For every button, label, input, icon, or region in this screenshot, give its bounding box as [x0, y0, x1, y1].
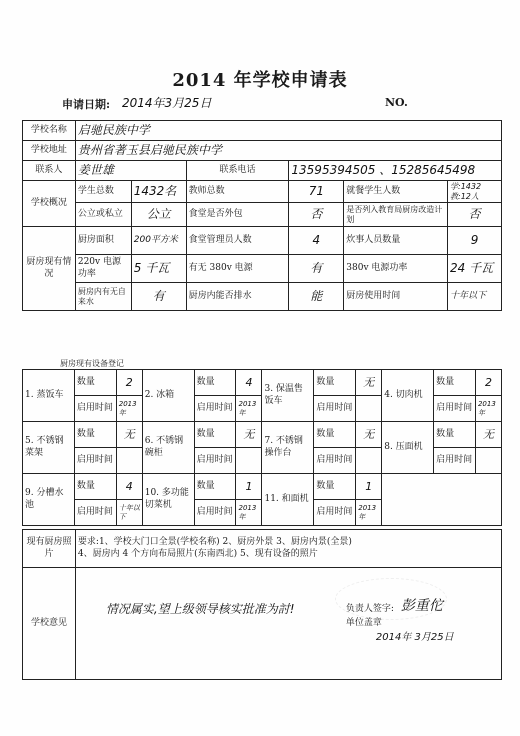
equipment-name: 11. 和面机	[262, 474, 314, 526]
qty-label: 数量	[434, 422, 476, 448]
qty-label: 数量	[74, 370, 116, 396]
overview-section-label: 学校概况	[23, 181, 76, 227]
equipment-name: 1. 蒸饭车	[23, 370, 75, 422]
qty-label: 数量	[74, 474, 116, 500]
school-address-label: 学校地址	[23, 141, 76, 161]
school-address-value: 贵州省著玉县启驰民族中学	[75, 141, 501, 161]
phone-label: 联系电话	[186, 161, 289, 181]
start-time-label: 启用时间	[74, 500, 116, 526]
qty-value: 2	[475, 370, 501, 396]
start-time-value	[475, 448, 501, 474]
usetime-label: 厨房使用时间	[344, 283, 448, 311]
photos-line-2: 4、厨房内 4 个方向布局照片(东南西北) 5、现有设备的照片	[77, 548, 318, 559]
kitchen-section-label: 厨房现有情况	[23, 227, 76, 311]
start-time-value: 2013年	[356, 500, 382, 526]
plan-label: 是否列入教育局厨房改造计划	[344, 203, 448, 227]
cooks-value: 9	[448, 227, 502, 255]
start-time-label: 启用时间	[434, 396, 476, 422]
equipment-name: 9. 分槽水池	[23, 474, 75, 526]
dining-value: 学:1432 教:12人	[448, 181, 502, 203]
equipment-name: 2. 冰箱	[142, 370, 194, 422]
equipment-table	[22, 369, 502, 526]
teachers-label: 教师总数	[186, 181, 289, 203]
has380-value: 有	[289, 255, 344, 283]
equipment-name: 10. 多功能切菜机	[142, 474, 194, 526]
water-value: 有	[131, 283, 186, 311]
qty-value: 4	[116, 474, 142, 500]
start-time-value: 2013年	[475, 396, 501, 422]
qty-label: 数量	[194, 370, 236, 396]
area-value: 200平方米	[131, 227, 186, 255]
equipment-name: 5. 不锈钢菜架	[23, 422, 75, 474]
power220-value: 5 千瓦	[131, 255, 186, 283]
seal-label: 单位盖章	[345, 618, 382, 628]
form-title: 2014 年学校申请表	[172, 70, 348, 91]
photos-label: 现有厨房照片	[23, 530, 76, 568]
date-value: 2014年3月25日	[122, 96, 212, 110]
qty-value: 1	[356, 474, 382, 500]
equipment-section-title: 厨房现有设备登记	[60, 359, 124, 368]
start-time-value: 十年以下	[116, 500, 142, 526]
start-time-value	[116, 448, 142, 474]
start-time-value: 2013年	[236, 500, 262, 526]
equipment-name: 7. 不锈钢操作台	[262, 422, 314, 474]
contract-value: 否	[289, 203, 344, 227]
equipment-name: 8. 压面机	[382, 422, 434, 474]
school-name-label: 学校名称	[23, 121, 76, 141]
usetime-value: 十年以下	[448, 283, 502, 311]
drain-value: 能	[289, 283, 344, 311]
qty-label: 数量	[74, 422, 116, 448]
start-time-label: 启用时间	[314, 396, 356, 422]
has380-label: 有无 380v 电源	[186, 255, 289, 283]
equipment-name: 6. 不锈钢碗柜	[142, 422, 194, 474]
start-time-value: 2013年	[116, 396, 142, 422]
start-time-label: 启用时间	[194, 396, 236, 422]
equipment-name: 4. 切肉机	[382, 370, 434, 422]
start-time-value	[356, 396, 382, 422]
water-label: 厨房内有无自来水	[75, 283, 131, 311]
opinion-date: 2014年 3月25日	[375, 632, 454, 643]
date-label: 申请日期:	[62, 98, 111, 111]
start-time-label: 启用时间	[194, 500, 236, 526]
power380-value: 24 千瓦	[448, 255, 502, 283]
qty-label: 数量	[194, 474, 236, 500]
drain-label: 厨房内能否排水	[186, 283, 289, 311]
faint-seal-stamp	[335, 578, 447, 620]
phone-value: 13595394505 、15285645498	[289, 161, 502, 181]
qty-value: 1	[236, 474, 262, 500]
start-time-label: 启用时间	[194, 448, 236, 474]
qty-value: 无	[356, 422, 382, 448]
cooks-label: 炊事人员数量	[344, 227, 448, 255]
no-label: NO.	[385, 96, 408, 109]
start-time-label: 启用时间	[74, 448, 116, 474]
qty-value: 4	[236, 370, 262, 396]
equipment-name: 3. 保温售饭车	[262, 370, 314, 422]
public-value: 公立	[131, 203, 186, 227]
start-time-label: 启用时间	[74, 396, 116, 422]
main-info-table	[22, 120, 502, 311]
qty-value: 无	[116, 422, 142, 448]
students-label: 学生总数	[75, 181, 131, 203]
start-time-value	[236, 448, 262, 474]
public-label: 公立或私立	[75, 203, 131, 227]
area-label: 厨房面积	[75, 227, 131, 255]
qty-value: 无	[356, 370, 382, 396]
opinion-text: 情况属实,望上级领导核实批准为討!	[105, 602, 295, 616]
contact-label: 联系人	[23, 161, 76, 181]
qty-label: 数量	[314, 474, 356, 500]
power380-label: 380v 电源功率	[344, 255, 448, 283]
contract-label: 食堂是否外包	[186, 203, 289, 227]
signer-label: 负责人签字:	[345, 604, 394, 614]
contact-value: 姜世雄	[75, 161, 186, 181]
school-name-value: 启驰民族中学	[75, 121, 501, 141]
start-time-label: 启用时间	[314, 448, 356, 474]
start-time-value	[356, 448, 382, 474]
managers-label: 食堂管理员人数	[186, 227, 289, 255]
managers-value: 4	[289, 227, 344, 255]
photo-requirements-table	[22, 529, 502, 568]
qty-label: 数量	[314, 422, 356, 448]
dining-label: 就餐学生人数	[344, 181, 448, 203]
power220-label: 220v 电源功率	[75, 255, 131, 283]
qty-label: 数量	[314, 370, 356, 396]
qty-label: 数量	[194, 422, 236, 448]
qty-value: 无	[475, 422, 501, 448]
qty-value: 无	[236, 422, 262, 448]
start-time-label: 启用时间	[434, 448, 476, 474]
photos-line-1: 要求:1、学校大门口全景(学校名称) 2、厨房外景 3、厨房内景(全景)	[77, 537, 352, 548]
qty-label: 数量	[434, 370, 476, 396]
opinion-label: 学校意见	[23, 568, 76, 680]
plan-value: 否	[448, 203, 502, 227]
start-time-label: 启用时间	[314, 500, 356, 526]
start-time-value: 2013年	[236, 396, 262, 422]
teachers-value: 71	[289, 181, 344, 203]
students-value: 1432名	[131, 181, 186, 203]
qty-value: 2	[116, 370, 142, 396]
signer-signature: 彭重佗	[400, 598, 443, 614]
empty-cell	[382, 474, 502, 526]
